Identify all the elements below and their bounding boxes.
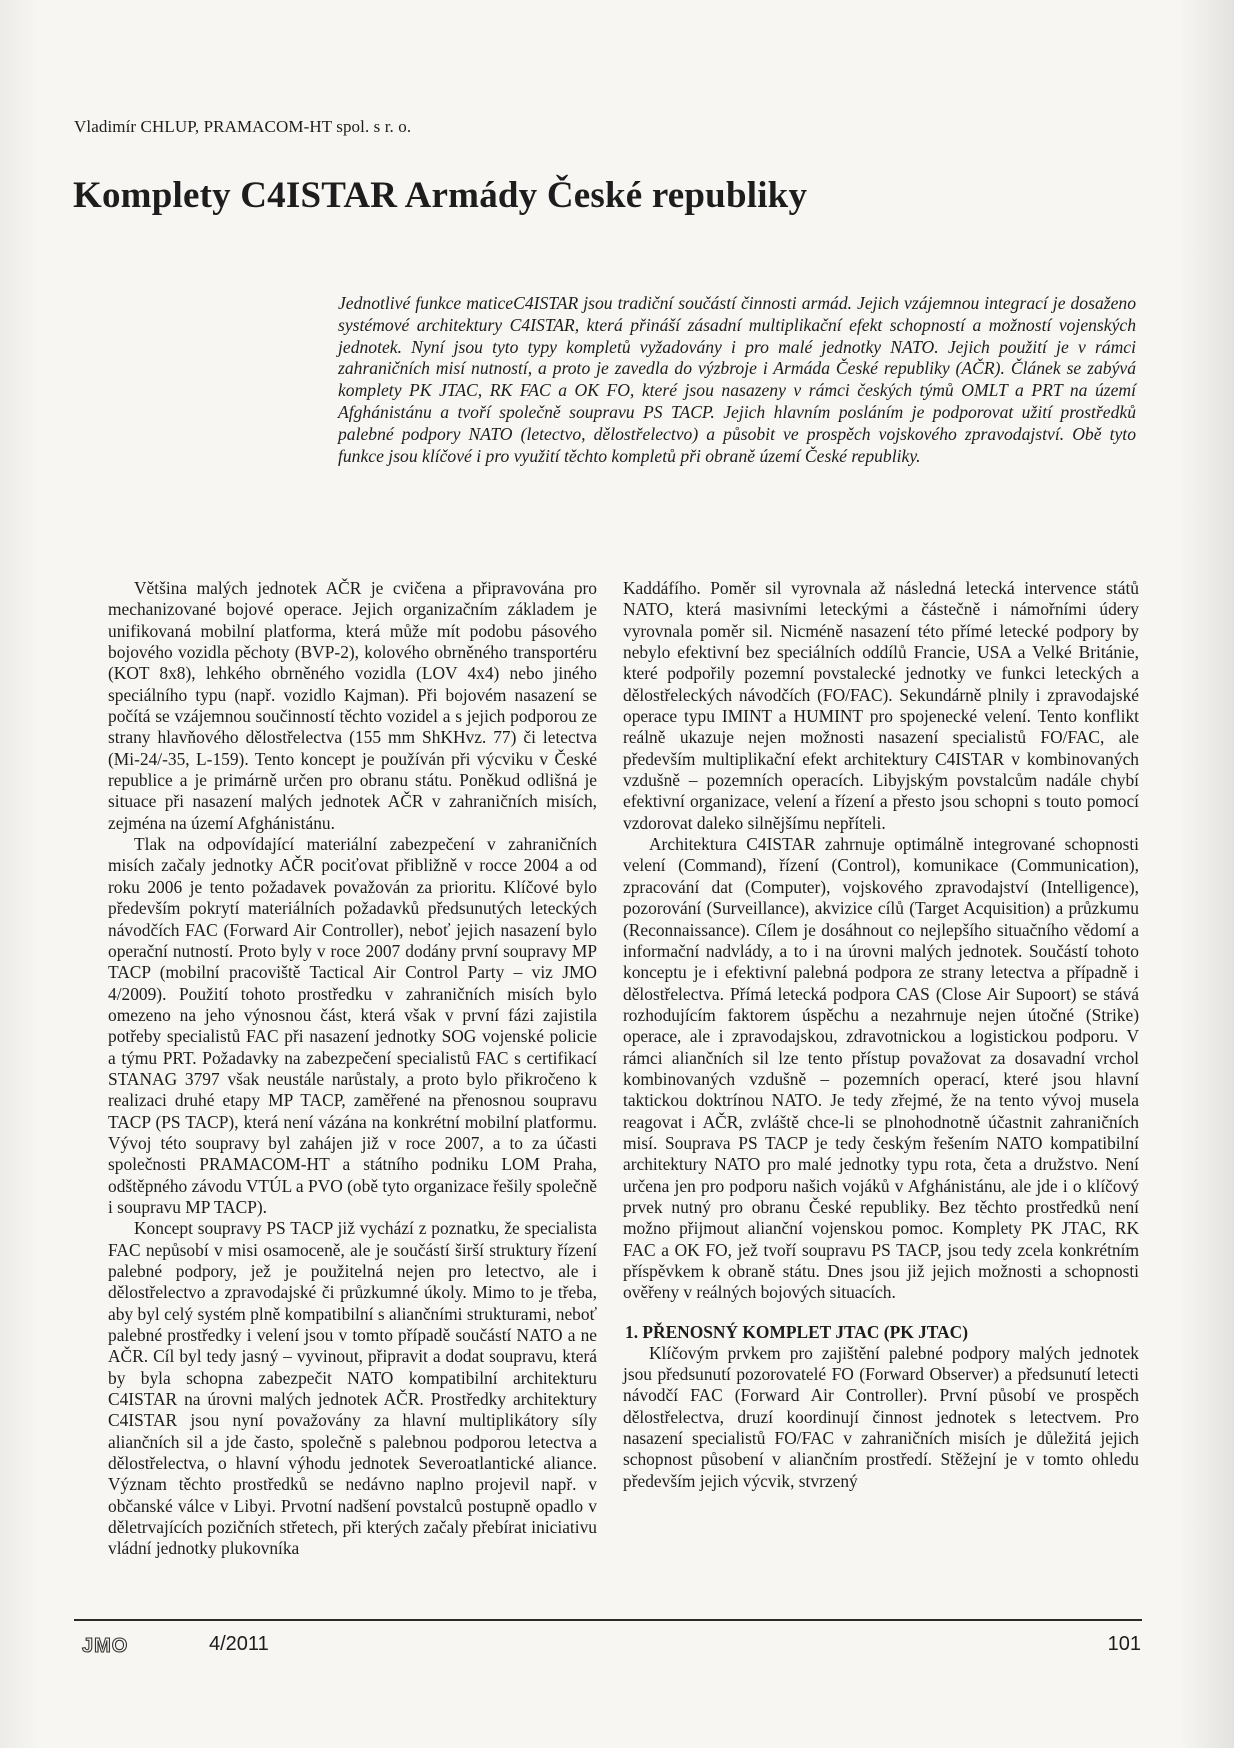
jmo-logo <box>80 1633 160 1657</box>
body-paragraph: Architektura C4ISTAR zahrnuje optimálně integrované schopnosti velení (Command), řízení (Control), komunikace (Communication), zpracování dat (Computer), vojskového zpravodajství (Intelligence), pozorování (Surveillance), akvizice cílů (Target Acquisition) a průzkumu (Reconnaissance). Cílem je dosáhnout co nejlepšího situačního vědomí a informační nadvlády, a to i na úrovni malých jednotek. Součástí tohoto konceptu je i efektivní palebná podpora ze strany letectva a případně i dělostřelectva. Přímá letecká podpora CAS (Close Air Supoort) se stává rozhodujícím faktorem úspěchu a nezahrnuje nejen útočné (Strike) operace, ale i zpravodajskou, zdravotnickou a logistickou podporu. V rámci aliančních sil lze tento přístup považovat za dosavadní vrchol kombinovaných vzdušně – pozemních operací, které jsou hlavní taktickou doktrínou NATO. Je tedy zřejmé, že na tento vývoj musela reagovat i AČR, zvláště chce-li se plnohodnotně účastnit zahraničních misí. Souprava PS TACP je tedy českým řešením NATO kompatibilní architektury NATO pro malé jednotky typu rota, četa a družstvo. Není určena jen pro podporu našich vojáků v Afghánistánu, ale jde i o klíčový prvek nutný pro obranu České republiky. Bez těchto prostředků není možno přijmout alianční vojenskou pomoc. Komplety PK JTAC, RK FAC a OK FO, jež tvoří soupravu PS TACP, jsou tedy zcela konkrétním příspěvkem k obraně státu. Dnes jsou již jejich možnosti a schopnosti ověřeny v reálných bojových situacích. <box>623 834 1139 1303</box>
footer-rule <box>74 1619 1142 1621</box>
svg-text:JMO: JMO <box>82 1635 129 1657</box>
body-paragraph: Klíčovým prvkem pro zajištění palebné podpory malých jednotek jsou předsunutí pozorovatelé FO (Forward Observer) a předsunutí letecti návodčí FAC (Forward Air Controller). První působí ve prospěch dělostřelectva, druzí koordinují činnost jednotek s letectvem. Pro nasazení specialistů FO/FAC v zahraničních misích je důležitá jejich schopnost působení v aliančním prostředí. Stěžejní je v tomto ohledu především jejich výcvik, stvrzený <box>623 1342 1139 1491</box>
body-paragraph: Koncept soupravy PS TACP již vychází z poznatku, že specialista FAC nepůsobí v misi osamoceně, ale je součástí širší struktury řízení palebné podpory, jež je použitelná nejen pro letectvo, ale i dělostřelectvo a zpravodajské či průzkumné úkoly. Mimo to je třeba, aby byl celý systém plně kompatibilní s aliančními strukturami, neboť palebné prostředky i velení jsou v tomto případě součástí NATO a ne AČR. Cíl byl tedy jasný – vyvinout, připravit a dodat soupravu, která by byla schopna zabezpečit NATO kompatibilní architekturu C4ISTAR na úrovni malých jednotek AČR. Prostředky architektury C4ISTAR jsou nyní považovány za hlavní multiplikátory síly aliančních sil a jde často, společně s palebnou podporou letectva a dělostřelectva, o hlavní výhodu jednotek Severoatlantické aliance. Význam těchto prostředků se nedávno naplno projevil např. v občanské válce v Libyi. Prvotní nadšení povstalců postupně opadlo v děletrvajících pozičních střetech, při kterých začaly přebírat iniciativu vládní jednotky plukovníka <box>108 1218 597 1559</box>
article-title: Komplety C4ISTAR Armády České republiky <box>73 175 808 216</box>
page-number: 101 <box>1107 1633 1141 1655</box>
article-abstract: Jednotlivé funkce maticeC4ISTAR jsou tradiční součástí činnosti armád. Jejich vzájemnou integrací je dosaženo systémové architektury C4ISTAR, která přináší zásadní multiplikační efekt schopností a možností vojenských jednotek. Nyní jsou tyto typy kompletů vyžadovány i pro malé jednotky NATO. Jejich použití je v rámci zahraničních misí nutností, a proto je zavedla do výzbroje i Armáda České republiky (AČR). Článek se zabývá komplety PK JTAC, RK FAC a OK FO, které jsou nasazeny v rámci českých týmů OMLT a PRT na území Afghánistánu a tvoří společně soupravu PS TACP. Jejich hlavním posláním je podporovat užití prostředků palebné podpory NATO (letectvo, dělostřelectvo) a působit ve prospěch vojskového zpravodajství. Obě tyto funkce jsou klíčové i pro využití těchto kompletů při obraně území České republiky. <box>338 293 1136 466</box>
body-paragraph: Tlak na odpovídající materiální zabezpečení v zahraničních misích začaly jednotky AČR pociťovat přibližně v rocce 2004 a od roku 2006 je tento požadavek považován za prioritu. Klíčové bylo především pokrytí materiálních požadavků předsunutých leteckých návodčích FAC (Forward Air Controller), neboť jejich nasazení bylo operační nutností. Proto byly v roce 2007 dodány první soupravy MP TACP (mobilní pracoviště Tactical Air Control Party – viz JMO 4/2009). Použití tohoto prostředku v zahraničních misích bylo omezeno na jeho výnosnou část, která však v první fázi zajistila potřeby specialistů FAC při nasazení jednotky SOG vojenské policie a týmu PRT. Požadavky na zabezpečení specialistů FAC s certifikací STANAG 3797 však neustále narůstaly, a proto bylo přikročeno k realizaci druhé etapy MP TACP, zaměřené na přenosnou soupravu TACP (PS TACP), která není vázána na konkrétní mobilní platformu. Vývoj této soupravy byl zahájen již v roce 2007, a to za účasti společnosti PRAMACOM-HT a státního podniku LOM Praha, odštěpného závodu VTÚL a PVO (obě tyto organizace řešily společně i soupravu MP TACP). <box>108 834 597 1217</box>
right-column <box>623 578 1139 1492</box>
author-byline: Vladimír CHLUP, PRAMACOM-HT spol. s r. o. <box>74 117 412 136</box>
left-column <box>108 578 597 1560</box>
issue-number: 4/2011 <box>209 1633 269 1655</box>
body-paragraph: Většina malých jednotek AČR je cvičena a připravována pro mechanizované bojové operace. Jejich organizačním základem je unifikovaná mobilní platforma, která může mít podobu pásového bojového vozidla pěchoty (BVP-2), kolového obrněného transportéru (KOT 8x8), lehkého obrněného vozidla (LOV 4x4) nebo jiného speciálního typu (např. vozidlo Kajman). Při bojovém nasazení se počítá se vzájemnou součinností těchto vozidel a s jejich podporou ze strany hlavňového dělostřelectva (155 mm ShKHvz. 77) či letectva (Mi-24/-35, L-159). Tento koncept je používán při výcviku v České republice a je primárně určen pro obranu státu. Poněkud odlišná je situace při nasazení malých jednotek AČR v zahraničních misích, zejména na území Afghánistánu. <box>108 578 597 833</box>
section-heading: 1. PŘENOSNÝ KOMPLET JTAC (PK JTAC) <box>625 1321 968 1342</box>
body-paragraph: Kaddáfího. Poměr sil vyrovnala až následná letecká intervence států NATO, která masivními leteckými a částečně i námořními údery vyrovnala poměr sil. Nicméně nasazení této přímé letecké podpory by nebylo efektivní bez speciálních oddílů Francie, USA a Velké Británie, které podpořily pozemní povstalecké jednotky ve funkci leteckých a dělostřeleckých návodčích (FO/FAC). Sekundárně plnily i zpravodajské operace typu IMINT a HUMINT pro spojenecké velení. Tento konflikt reálně ukazuje nejen možnosti nasazení specialistů FO/FAC, ale především multiplikační efekt architektury C4ISTAR v kombinovaných vzdušně – pozemních operacích. Libyjským povstalcům nadále chybí efektivní organizace, velení a řízení a přesto jsou schopni s touto pomocí vzdorovat daleko silnějšímu nepříteli. <box>623 578 1139 833</box>
